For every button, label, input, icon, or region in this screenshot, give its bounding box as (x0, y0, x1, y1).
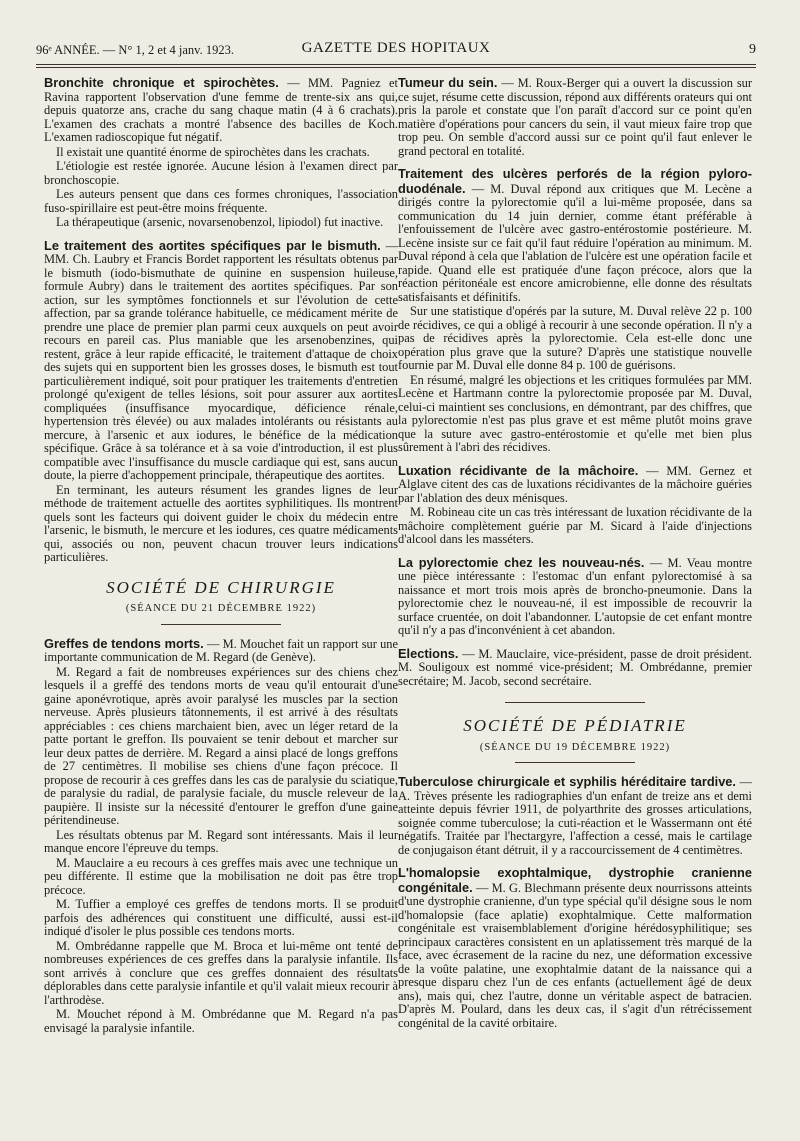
article-text: — M. Duval répond aux critiques que M. Lecène a dirigés contre la pylorectomie qu'il a lui-même proposée, dans sa communication du 14 juin dernier, comme étant préférable à l'enfouissement de l'ulcère avec gastro-entérostomie postérieure. M. Lecène insiste sur ce fait qu'il faut réduire l'opération au minimum. M. Duval répond à cela que l'ablation de l'ulcère est une opération facile et rapide. Quand elle est pratiquée d'une façon précoce, alors que la réaction péritonéale est encore amicrobienne, elle donne des résultats satisfaisants et définitifs. (398, 181, 752, 304)
article-title: Greffes de tendons morts. (44, 635, 204, 651)
article-paragraph (44, 666, 398, 828)
article-paragraph (398, 167, 752, 304)
article (44, 637, 398, 1036)
society-heading (44, 577, 398, 625)
article-text: Les auteurs pensent que dans ces formes chroniques, l'association fuso-spirillaire est peut-être moins fréquente. (44, 187, 398, 215)
article-text: M. Mouchet répond à M. Ombrédanne que M. Regard n'a pas envisagé la paralysie infantile. (44, 1007, 398, 1035)
society-heading (398, 716, 752, 763)
society-rule (161, 624, 281, 625)
article (398, 167, 752, 455)
article-text: M. Tuffier a employé ces greffes de tendons morts. Il se produit parfois des adhérences qui constituent une difficulté, aussi est-il indiqué d'isoler le plus possible ces tendons morts. (44, 897, 398, 938)
article-paragraph (44, 76, 398, 145)
article-paragraph (398, 775, 752, 857)
article-text: Il existait une quantité énorme de spirochètes dans les crachats. (56, 144, 370, 159)
article (398, 76, 752, 158)
article (398, 647, 752, 689)
article-title: La pylorectomie chez les nouveau-nés. (398, 554, 645, 570)
article-paragraph (44, 940, 398, 1008)
section-separator (505, 702, 645, 703)
article (44, 239, 398, 565)
article-paragraph (398, 647, 752, 689)
article-paragraph (398, 866, 752, 1030)
article-title: L'homalopsie exophtalmique, dystrophie cranienne congénitale. (398, 865, 752, 895)
article-paragraph (398, 374, 752, 455)
article-text: La thérapeutique (arsenic, novarsenobenzol, lipiodol) fut inactive. (56, 215, 384, 229)
article-paragraph (398, 464, 752, 506)
article-text: M. Ombrédanne rappelle que M. Broca et lui-même ont tenté de nombreuses expériences de ces greffes dans la paralysie infantile. Ils sont arrivés à conclure que ces greffes donnaient des résultats déplorables dans cette paralysie infantile et qu'il valait mieux recourir à l'arthrodèse. (44, 938, 398, 1007)
article-text: — MM. Pagniez et Ravina rapportent l'observation d'une femme de trente-six ans qui, depuis quatorze ans, crache du sang chaque matin (4 à 6 crachats). L'examen des crachats a montré l'absence des bacilles de Koch. L'examen radioscopique fut négatif. (44, 76, 398, 144)
article-text: — M. Mauclaire, vice-président, passe de droit président. M. Souligoux est nommé vice-président; M. Ombrédanne, premier secrétaire; M. Jacob, second secrétaire. (398, 646, 752, 688)
article-title: Traitement des ulcères perforés de la région pyloro-duodénale. (398, 166, 752, 196)
article-title: Bronchite chronique et spirochètes. (44, 75, 279, 90)
article (398, 556, 752, 638)
article-text: — MM. Gernez et Alglave citent des cas de luxations récidivantes de la mâchoire guéries par l'ablation des deux ménisques. (398, 463, 752, 505)
article-text: — A. Trèves présente les radiographies d'un enfant de treize ans et demi atteinte depuis février 1911, de polyarthrite des grosses articulations, soignée comme tuberculose; la cuti-réaction et le Wassermann ont été négatifs. Traitée par l'hectargyre, l'affection a cessé, mais le cartilage de conjugaison étant détruit, il y a raccourcissement de 4 centimètres. (398, 775, 752, 857)
issue-info: 96ᵉ ANNÉE. — N° 1, 2 et 4 janv. 1923. (36, 43, 234, 57)
article-paragraph (398, 76, 752, 158)
page-header (36, 40, 756, 62)
article-paragraph (44, 857, 398, 898)
article-title: Le traitement des aortites spécifiques par le bismuth. (44, 237, 381, 253)
article-text: M. Regard a fait de nombreuses expériences sur des chiens chez lesquels il a greffé des tendons morts de veau qu'il entourait d'une gaine aponévrotique, après avoir paralysé les muscles par la section nerveuse. Après plusieurs tâtonnements, il est arrivé à des résultats appréciables : ces chiens marchaient bien, avec un léger retard de la patte portant le greffon. Ils pouvaient se tenir debout et marcher sur leur deux pattes de derrière. M. Regard a ainsi placé de longs greffons de 27 centimètres. Il mobilise ses chiens d'une façon précoce. Il propose de recourir à ces greffes dans les cas de paralysie du sciatique, de paralysie du radial, de paralysie faciale, du muscle releveur de la paupière. Il insiste sur la nécessité d'entourer le greffon d'une gaine péritendineuse. (44, 664, 398, 827)
article-text: M. Mauclaire a eu recours à ces greffes mais avec une technique un peu différente. Il estime que la mobilisation ne doit pas être trop précoce. (44, 855, 398, 897)
article-paragraph (44, 160, 398, 187)
article-text: En terminant, les auteurs résument les grandes lignes de leur méthode de traitement actuelle des aortites syphilitiques. Ils montrent quels sont les facteurs qui doivent guider le choix du médecin entre l'arsenic, le bismuth, le mercure et les iodures, ces quatre médicaments qui, associés ou non, peuvent chacun trouver leurs indications particulières. (44, 482, 398, 564)
article-text: Sur une statistique d'opérés par la suture, M. Duval relève 22 p. 100 de récidives, ce qui a obligé à recourir à une seconde opération. Il n'y a pas de récidives après la pylorectomie. Cela est-elle donc une opération plus grave que la suture? D'après une statistique nouvelle fournie par M. Duval elle donne 84 p. 100 de guérisons. (398, 304, 752, 372)
page-number: 9 (749, 42, 756, 57)
society-title: SOCIÉTÉ DE PÉDIATRIE (463, 716, 687, 735)
article (44, 76, 398, 230)
article-text: L'étiologie est restée ignorée. Aucune lésion à l'examen direct par bronchoscopie. (44, 159, 398, 187)
header-rule (36, 64, 756, 65)
article-text: — M. Roux-Berger qui a ouvert la discussion sur ce sujet, résume cette discussion, répond aux différents orateurs qui ont pris la parole et constate que l'on paraît d'accord sur ce point qu'en matière d'opérations pour cancers du sein, il vaut mieux faire trop que trop peu. On semble d'accord aussi sur ce point qu'il faut enlever le grand pectoral en totalité. (398, 76, 752, 158)
article-title: Luxation récidivante de la mâchoire. (398, 462, 639, 478)
article-paragraph (398, 305, 752, 373)
article-text: Les résultats obtenus par M. Regard sont intéressants. Mais il leur manque encore l'épreuve du temps. (44, 827, 398, 855)
article-text: M. Robineau cite un cas très intéressant de luxation récidivante de la mâchoire complètement guérie par M. Sicard à l'aide d'injections d'alcool dans les masséters. (398, 505, 752, 546)
article-title: Tumeur du sein. (398, 75, 498, 90)
article-text: — M. Veau montre une pièce intéressante : l'estomac d'un enfant pylorectomisé à sa naissance et mort trois mois après de broncho-pneumonie. Dans la pylorectomie chez le nouveau-né, il est impossible de recouvrir la surface cruentée, on doit l'abandonner. L'autopsie de cet enfant montre qu'il n'y a pas d'inconvénient à cet abandon. (398, 555, 752, 637)
right-column (398, 76, 752, 1039)
seance-date: (SÉANCE DU 19 DÉCEMBRE 1922) (479, 741, 671, 753)
article-paragraph (44, 239, 398, 483)
article (398, 775, 752, 857)
article-paragraph (44, 188, 398, 215)
society-rule (515, 762, 635, 763)
article-paragraph (398, 556, 752, 638)
article-text: — M. Mouchet fait un rapport sur une importante communication de M. Regard (de Genève). (44, 636, 398, 664)
society-title: SOCIÉTÉ DE CHIRURGIE (106, 577, 336, 597)
article (398, 464, 752, 547)
article-text: — M. G. Blechmann présente deux nourrissons atteints d'une dystrophie cranienne, d'un type spécial qu'il désigne sous le nom d'homalopsie (face aplatie) exophtalmique. Cette malformation congénitale est vraisemblablement d'origine hérédosyphilitique; ses principaux caractères consistent en un aplatissement très marqué de la face, avec écrasement de la racine du nez, une déformation excessive de la voûte palatine, une exophtalmie datant de la naissance qui a presque disparu chez l'un de ces enfants (actuellement âgé de deux ans), mais qui, chez l'autre, donne un véritable aspect de batracien. D'après M. Poulard, dans les deux cas, il s'agit d'un rétrécissement congénital de la cavité orbitaire. (398, 880, 752, 1030)
header-rule-double (36, 67, 756, 68)
journal-title: GAZETTE DES HOPITAUX (301, 40, 491, 56)
article-paragraph (44, 146, 398, 160)
article-paragraph (44, 829, 398, 856)
article-paragraph (44, 484, 398, 565)
article-text: — MM. Ch. Laubry et Francis Bordet rapportent les résultats obtenus par le bismuth (iodo-bismuthate de quinine en suspension huileuse, formule Aubry) dans le traitement des aortites spécifiques. Par son action, sur les symptômes fonctionnels et sur l'évolution de cette affection, par sa grande tolérance habituelle, ce médicament mérite de prendre une place de premier plan parmi ceux auxquels on peut avoir recours en pareil cas. Plus maniable que les arsenobenzines, qui restent, grâce à leur rapide efficacité, le traitement d'attaque de choix des sujets qui en supportent bien les grosses doses, le bismuth est tout particulièrement indiqué, soit pour pratiquer les traitements d'entretien prolongé qu'exigent de telles lésions, soit pour assurer aux aortites compliquées (insuffisance myocardique, déficience rénale, hypertension très élevée) ou aux malades intolérants ou résistants au mercure, à l'arsenic et aux iodures, le bénéfice de la médication spécifique. Grâce à sa tolérance et à sa voie d'introduction, il est plus compatible avec l'insuffisance du muscle cardiaque qui est, sans aucun doute, la pierre d'achoppement principale, thérapeutique des aortites. (44, 238, 398, 482)
left-column (44, 76, 398, 1044)
article (398, 866, 752, 1030)
article-text: En résumé, malgré les objections et les critiques formulées par MM. Lecène et Hartmann contre la pylorectomie proposée par M. Duval, celui-ci maintient ses conclusions, en démontrant, par des chiffres, que la pylorectomie n'est pas plus grave et est même plutôt moins grave que la suture avec gastro-entérostomie et qu'elle met bien plus sûrement à l'abri des récidives. (398, 372, 752, 454)
article-paragraph (44, 216, 398, 230)
article-title: Elections. (398, 645, 459, 661)
article-paragraph (44, 1008, 398, 1035)
article-paragraph (44, 898, 398, 939)
article-title: Tuberculose chirurgicale et syphilis héréditaire tardive. (398, 774, 736, 789)
seance-date: (SÉANCE DU 21 DÉCEMBRE 1922) (125, 603, 317, 614)
article-paragraph (398, 506, 752, 547)
article-paragraph (44, 637, 398, 665)
